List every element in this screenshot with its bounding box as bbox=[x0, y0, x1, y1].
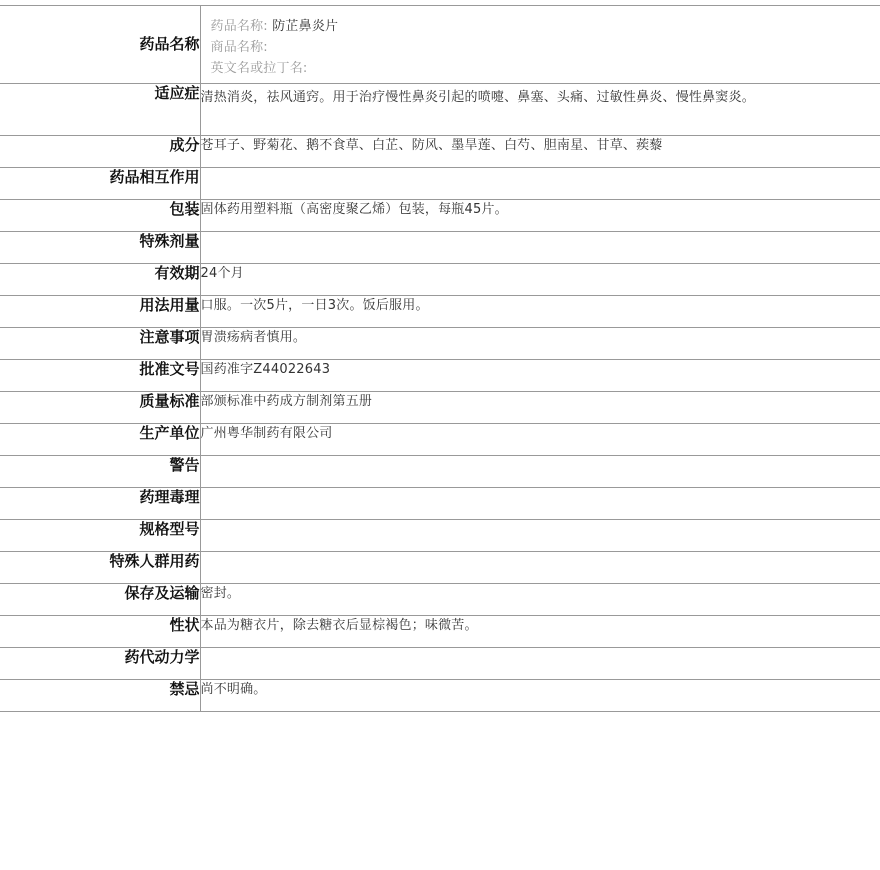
row-value bbox=[200, 456, 880, 488]
row-label: 用法用量 bbox=[0, 296, 200, 328]
english-name-label: 英文名或拉丁名: bbox=[210, 61, 308, 76]
row-value: 24个月 bbox=[200, 264, 880, 296]
english-name-line bbox=[211, 58, 880, 79]
row-label: 禁忌 bbox=[0, 680, 200, 712]
row-label: 质量标准 bbox=[0, 392, 200, 424]
drug-name-row bbox=[0, 6, 880, 84]
generic-name-label: 药品名称: bbox=[210, 19, 268, 34]
row-value bbox=[200, 520, 880, 552]
row-label: 成分 bbox=[0, 136, 200, 168]
row-value: 广州粤华制药有限公司 bbox=[200, 424, 880, 456]
row-label: 警告 bbox=[0, 456, 200, 488]
row-special-dosage bbox=[0, 232, 880, 264]
row-label: 批准文号 bbox=[0, 360, 200, 392]
row-label: 特殊人群用药 bbox=[0, 552, 200, 584]
row-quality-standard bbox=[0, 392, 880, 424]
row-precautions bbox=[0, 328, 880, 360]
row-pharmacology bbox=[0, 488, 880, 520]
row-ingredients bbox=[0, 136, 880, 168]
row-description bbox=[0, 616, 880, 648]
row-storage bbox=[0, 584, 880, 616]
row-specification bbox=[0, 520, 880, 552]
row-indications bbox=[0, 84, 880, 136]
row-value bbox=[200, 488, 880, 520]
row-value: 部颁标准中药成方制剂第五册 bbox=[200, 392, 880, 424]
row-value: 国药准字Z44022643 bbox=[200, 360, 880, 392]
generic-name-line bbox=[211, 16, 880, 37]
row-label: 药理毒理 bbox=[0, 488, 200, 520]
row-value bbox=[200, 168, 880, 200]
row-label: 药品相互作用 bbox=[0, 168, 200, 200]
row-label: 保存及运输 bbox=[0, 584, 200, 616]
row-value: 尚不明确。 bbox=[200, 680, 880, 712]
trade-name-line bbox=[211, 37, 880, 58]
row-warning bbox=[0, 456, 880, 488]
row-packaging bbox=[0, 200, 880, 232]
drug-info-table bbox=[0, 5, 880, 712]
row-label: 规格型号 bbox=[0, 520, 200, 552]
row-pharmacokinetics bbox=[0, 648, 880, 680]
row-drug-interactions bbox=[0, 168, 880, 200]
row-label: 药品名称 bbox=[0, 6, 200, 84]
row-label: 注意事项 bbox=[0, 328, 200, 360]
row-label: 包装 bbox=[0, 200, 200, 232]
row-label: 适应症 bbox=[0, 84, 200, 136]
row-value: 口服。一次5片，一日3次。饭后服用。 bbox=[200, 296, 880, 328]
row-label: 药代动力学 bbox=[0, 648, 200, 680]
row-value: 清热消炎，祛风通窍。用于治疗慢性鼻炎引起的喷嚏、鼻塞、头痛、过敏性鼻炎、慢性鼻窦炎。 bbox=[200, 84, 880, 136]
row-value bbox=[200, 232, 880, 264]
drug-name-details bbox=[200, 6, 880, 84]
row-value: 密封。 bbox=[200, 584, 880, 616]
row-approval-number bbox=[0, 360, 880, 392]
row-value bbox=[200, 552, 880, 584]
row-shelf-life bbox=[0, 264, 880, 296]
row-value: 本品为糖衣片，除去糖衣后显棕褐色；味微苦。 bbox=[200, 616, 880, 648]
row-manufacturer bbox=[0, 424, 880, 456]
row-value: 胃溃疡病者慎用。 bbox=[200, 328, 880, 360]
row-value bbox=[200, 648, 880, 680]
row-label: 特殊剂量 bbox=[0, 232, 200, 264]
row-special-populations bbox=[0, 552, 880, 584]
row-contraindications bbox=[0, 680, 880, 712]
row-label: 性状 bbox=[0, 616, 200, 648]
row-value: 固体药用塑料瓶（高密度聚乙烯）包装，每瓶45片。 bbox=[200, 200, 880, 232]
generic-name-value: 防芷鼻炎片 bbox=[272, 19, 339, 34]
row-label: 生产单位 bbox=[0, 424, 200, 456]
row-value: 苍耳子、野菊花、鹅不食草、白芷、防风、墨旱莲、白芍、胆南星、甘草、蒺藜 bbox=[200, 136, 880, 168]
row-dosage bbox=[0, 296, 880, 328]
row-label: 有效期 bbox=[0, 264, 200, 296]
trade-name-label: 商品名称: bbox=[210, 40, 268, 55]
